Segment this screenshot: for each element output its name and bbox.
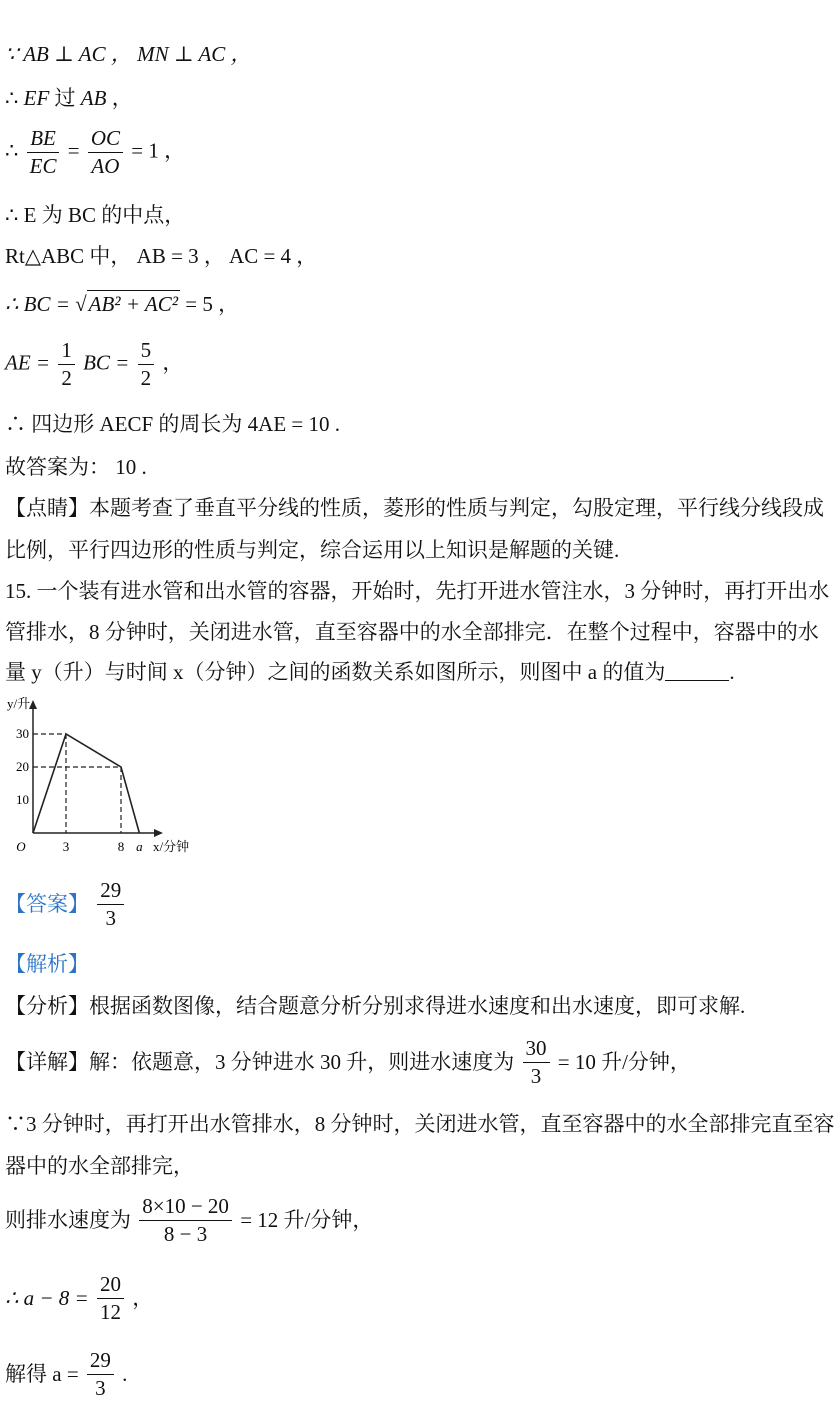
y-tick-label: 20 (16, 759, 29, 774)
bc-mid: BC = (83, 350, 130, 375)
comma: ， (162, 350, 184, 375)
a-minus-8-head: ∴ a − 8 = (5, 1286, 89, 1310)
segment-ef: EF (23, 86, 50, 110)
pass-text: 过 (54, 86, 76, 110)
numerator: 29 (100, 878, 122, 902)
graph-axes (29, 700, 163, 837)
final-result-head: 解得 a = (5, 1362, 79, 1386)
final-result-line (5, 1350, 127, 1399)
numerator: 29 (89, 1348, 111, 1372)
analysis-line-2: ∵3 分钟时，再打开出水管排水，8 分钟时，关闭进水管，直至容器中的水全部排完直至容 (5, 1112, 835, 1136)
numerator: BE (30, 126, 56, 150)
answer-fraction (97, 880, 124, 929)
series-line (33, 734, 139, 833)
comma: ， (111, 86, 133, 110)
segment-ab: AB (80, 86, 107, 110)
period: . (122, 1362, 128, 1386)
y-tick-label: 10 (16, 792, 29, 807)
numerator: 1 (61, 338, 72, 362)
ae-equation-line (5, 340, 183, 389)
answer-statement-line: 故答案为： 10 . (5, 455, 147, 479)
bc-expression-head: ∴ BC = (5, 292, 70, 316)
outflow-result: = 12 升/分钟， (240, 1208, 374, 1232)
denominator: 12 (97, 1298, 124, 1323)
problem-15-line-1: 15. 一个装有进水管和出水管的容器，开始时，先打开进水管注水，3 分钟时，再打开出水 (5, 579, 830, 603)
ratio-equation-line: ∴ $\frac{BE}{EC}$ = $\frac{OC}{AO}$ = 1 ， (5, 126, 186, 178)
y-axis-label: y/升 (7, 696, 31, 711)
sqrt-argument: AB² + AC² (88, 292, 179, 316)
x-tick-label: a (136, 839, 143, 854)
dianjing-line-2: 比例，平行四边形的性质与判定，综合运用以上知识是解题的关键. (5, 538, 620, 562)
dianjing-line-1: 【点睛】本题考查了垂直平分线的性质，菱形的性质与判定，勾股定理，平行线分线段成 (5, 496, 824, 520)
answer-line (5, 880, 127, 929)
because-perpendicular-line: ∵ AB ⊥ AC ， MN ⊥ AC ， (5, 42, 252, 66)
answer-blank (665, 662, 729, 681)
numerator: 8×10 − 20 (142, 1194, 229, 1218)
x-tick-label: 8 (117, 839, 125, 854)
fenxi-line: 【分析】根据函数图像，结合题意分析分别求得进水速度和出水速度，即可求解. (5, 994, 746, 1018)
fraction-one-half (58, 340, 75, 389)
fraction-five-half (138, 340, 155, 389)
numerator: 20 (99, 1272, 121, 1296)
problem-15-line-3 (5, 662, 735, 683)
comma: ， (132, 1286, 154, 1310)
right-triangle-line: Rt△ABC 中， AB = 3 ， AC = 4 ， (5, 244, 318, 268)
inflow-result: = 10 升/分钟， (557, 1050, 691, 1074)
therefore-symbol: ∴ (5, 86, 19, 110)
function-graph (5, 692, 195, 862)
xiangjie-text: 【详解】解：依题意，3 分钟进水 30 升，则进水速度为 (5, 1050, 515, 1074)
denominator: 2 (58, 364, 75, 389)
answer-label: 【答案】 (5, 892, 89, 916)
therefore-symbol: ∴ (5, 138, 19, 163)
xiangjie-line (5, 1038, 691, 1087)
bc-result: = 5 ， (185, 292, 240, 316)
pythagoras-line (5, 294, 239, 315)
outflow-fraction (139, 1196, 232, 1245)
problem-15-line-2: 管排水，8 分钟时，关闭进水管，直至容器中的水全部排完．在整个过程中，容器中的水 (5, 620, 819, 644)
denominator: 2 (138, 364, 155, 389)
outflow-line (5, 1196, 373, 1245)
inflow-fraction (523, 1038, 550, 1087)
denominator: AO (88, 152, 123, 177)
outflow-text: 则排水速度为 (5, 1208, 131, 1232)
y-axis-arrow (29, 700, 37, 709)
denominator: 3 (523, 1062, 550, 1087)
midpoint-line: ∴ E 为 BC 的中点， (5, 203, 186, 227)
denominator: 3 (97, 904, 124, 929)
twenty-twelfths-fraction (97, 1274, 124, 1323)
y-tick-label: 30 (16, 726, 29, 741)
analysis-line-3: 器中的水全部排完， (5, 1154, 194, 1178)
final-fraction (87, 1350, 114, 1399)
problem-15-text: 量 y（升）与时间 x（分钟）之间的函数关系如图所示，则图中 a 的值为 (5, 660, 666, 684)
x-tick-label: 3 (62, 839, 70, 854)
period: . (729, 660, 735, 684)
numerator: 30 (525, 1036, 547, 1060)
fraction-be-ec (27, 128, 60, 177)
origin-label: O (16, 839, 26, 854)
fraction-oc-ao (88, 128, 123, 177)
denominator: 8 − 3 (139, 1220, 232, 1245)
analysis-label: 【解析】 (5, 952, 89, 976)
graph-guide-lines (33, 734, 121, 833)
sqrt-sign: √ (75, 292, 87, 316)
numerator: OC (90, 126, 120, 150)
perimeter-line: ∴ 四边形 AECF 的周长为 4AE = 10 . (5, 412, 341, 436)
ratio-result: = 1 ， (131, 138, 186, 163)
x-axis-arrow (154, 829, 163, 837)
a-minus-8-line (5, 1274, 153, 1323)
numerator: 5 (140, 338, 152, 362)
x-axis-label: x/分钟 (153, 839, 190, 854)
denominator: EC (27, 152, 60, 177)
denominator: 3 (87, 1374, 114, 1399)
ae-head: AE = (5, 350, 51, 375)
therefore-ef-line (5, 88, 133, 109)
